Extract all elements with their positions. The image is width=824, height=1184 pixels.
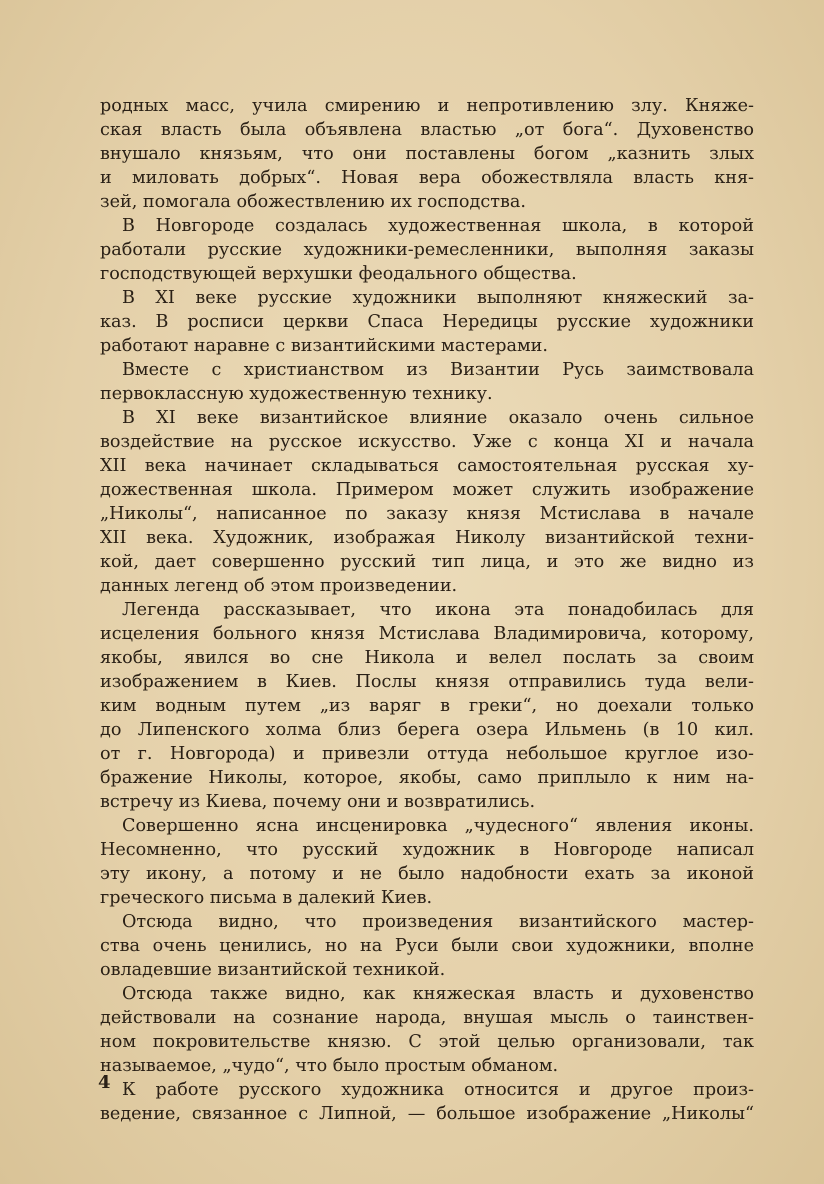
text-line: ства очень ценились, но на Руси были свои художники, вполне bbox=[100, 936, 754, 956]
text-line: ская власть была объявлена властью „от бога“. Духовенство bbox=[100, 120, 754, 140]
text-line: господствующей верхушки феодального общества. bbox=[100, 264, 577, 284]
text-line: работают наравне с византийскими мастерами. bbox=[100, 336, 548, 356]
text-line: Совершенно ясна инсценировка „чудесного“ явления иконы. bbox=[122, 816, 754, 836]
paragraph bbox=[100, 286, 754, 358]
text-line: К работе русского художника относится и другое произ- bbox=[122, 1080, 754, 1100]
text-line: В XI веке русские художники выполняют княжеский за- bbox=[122, 288, 754, 308]
text-line: воздействие на русское искусство. Уже с конца XI и начала bbox=[100, 432, 754, 452]
text-line: В XI веке византийское влияние оказало очень сильное bbox=[122, 408, 754, 428]
text-line: эту икону, а потому и не было надобности ехать за иконой bbox=[100, 864, 754, 884]
paragraph bbox=[100, 406, 754, 598]
paragraph bbox=[100, 1078, 754, 1126]
text-line: от г. Новгорода) и привезли оттуда небольшое круглое изо- bbox=[100, 744, 754, 764]
text-line: XII века. Художник, изображая Николу византийской техни- bbox=[100, 528, 754, 548]
text-line: данных легенд об этом произведении. bbox=[100, 576, 458, 596]
text-line: ведение, связанное с Липной, — большое изображение „Николы“ bbox=[100, 1104, 754, 1124]
text-line: овладевшие византийской техникой. bbox=[100, 960, 446, 980]
text-line: якобы, явился во сне Никола и велел послать за своим bbox=[100, 648, 754, 668]
text-line: ким водным путем „из варяг в греки“, но доехали только bbox=[100, 696, 754, 716]
text-line: действовали на сознание народа, внушая мысль о таинствен- bbox=[100, 1008, 754, 1028]
text-line: работали русские художники-ремесленники, выполняя заказы bbox=[100, 240, 754, 260]
paragraph bbox=[100, 598, 754, 814]
text-line: встречу из Киева, почему они и возвратились. bbox=[100, 792, 536, 812]
text-line: ном покровительстве князю. С этой целью организовали, так bbox=[100, 1032, 754, 1052]
text-line: Вместе с христианством из Византии Русь заимствовала bbox=[122, 360, 754, 380]
text-line: греческого письма в далекий Киев. bbox=[100, 888, 433, 908]
text-line: „Николы“, написанное по заказу князя Мстислава в начале bbox=[100, 504, 754, 524]
text-line: и миловать добрых“. Новая вера обожествляла власть кня- bbox=[100, 168, 754, 188]
text-line: Отсюда видно, что произведения византийского мастер- bbox=[122, 912, 754, 932]
paragraph bbox=[100, 214, 754, 286]
text-line: родных масс, учила смирению и непротивлению злу. Княже- bbox=[100, 96, 754, 116]
text-line: Несомненно, что русский художник в Новгороде написал bbox=[100, 840, 754, 860]
paragraph bbox=[100, 94, 754, 214]
text-line: Легенда рассказывает, что икона эта понадобилась для bbox=[122, 600, 754, 620]
text-line: изображением в Киев. Послы князя отправились туда вели- bbox=[100, 672, 754, 692]
paragraph bbox=[100, 358, 754, 406]
text-line: дожественная школа. Примером может служить изображение bbox=[100, 480, 754, 500]
text-line: до Липенского холма близ берега озера Ильмень (в 10 кил. bbox=[100, 720, 754, 740]
text-line: исцеления больного князя Мстислава Владимировича, которому, bbox=[100, 624, 754, 644]
page-body-text bbox=[100, 94, 754, 1126]
paragraph bbox=[100, 814, 754, 910]
text-line: внушало князьям, что они поставлены богом „казнить злых bbox=[100, 144, 754, 164]
paragraph bbox=[100, 910, 754, 982]
text-line: кой, дает совершенно русский тип лица, и это же видно из bbox=[100, 552, 754, 572]
paragraph bbox=[100, 982, 754, 1078]
text-line: каз. В росписи церкви Спаса Нередицы русские художники bbox=[100, 312, 754, 332]
text-line: Отсюда также видно, как княжеская власть и духовенство bbox=[122, 984, 754, 1004]
text-line: бражение Николы, которое, якобы, само приплыло к ним на- bbox=[100, 768, 754, 788]
page-number: 4 bbox=[98, 1072, 111, 1093]
text-line: зей, помогала обожествлению их господства. bbox=[100, 192, 526, 212]
text-line: первоклассную художественную технику. bbox=[100, 384, 493, 404]
text-line: называемое, „чудо“, что было простым обманом. bbox=[100, 1056, 559, 1076]
text-line: В Новгороде создалась художественная школа, в которой bbox=[122, 216, 754, 236]
text-line: XII века начинает складываться самостоятельная русская ху- bbox=[100, 456, 754, 476]
